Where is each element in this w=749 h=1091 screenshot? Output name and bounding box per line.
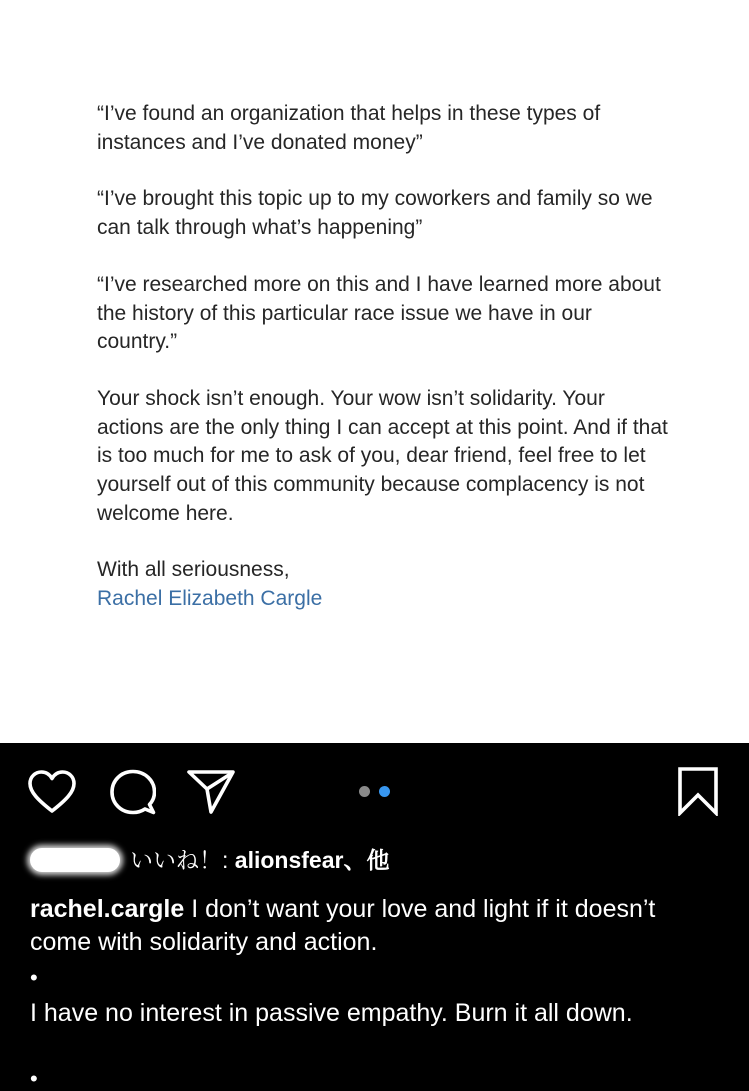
caption-bullet: • xyxy=(30,965,38,990)
signature: Rachel Elizabeth Cargle xyxy=(97,587,323,611)
caption xyxy=(30,893,710,1030)
likes-prefix: いいね！: xyxy=(130,847,235,873)
likes-user[interactable]: alionsfear xyxy=(234,847,344,873)
caption-text: I don’t want your love and light if it doesn’t come with solidarity and action. xyxy=(30,895,656,956)
likes-row[interactable] xyxy=(30,843,730,877)
caption-bullet-end: • xyxy=(30,1066,38,1091)
caption-second-line: I have no interest in passive empathy. Burn it all down. xyxy=(30,999,633,1027)
bookmark-icon[interactable] xyxy=(677,766,719,816)
blurred-avatar xyxy=(30,848,120,872)
caption-first-line xyxy=(30,893,710,959)
carousel-dot xyxy=(359,786,370,797)
post-paragraph: “I’ve researched more on this and I have learned more about the history of this particular race issue we have in our country.” xyxy=(97,272,661,354)
post-text-block xyxy=(97,100,677,614)
closing-line: With all seriousness, xyxy=(97,558,290,582)
post-paragraph: Your shock isn’t enough. Your wow isn’t solidarity. Your actions are the only thing I can accept at this point. And if that is too much for me to ask of you, dear friend, feel free to let yourself out of this community because complacency is not welcome here. xyxy=(97,386,668,525)
caption-username[interactable]: rachel.cargle xyxy=(30,895,185,923)
share-icon[interactable] xyxy=(186,768,236,814)
post-paragraph: “I’ve brought this topic up to my coworkers and family so we can talk through what’s happening” xyxy=(97,187,653,240)
action-bar xyxy=(0,743,749,838)
post-closing xyxy=(97,556,677,613)
heart-icon[interactable] xyxy=(27,769,77,815)
comment-icon[interactable] xyxy=(110,769,156,815)
post-paragraph: “I’ve found an organization that helps in these types of instances and I’ve donated money” xyxy=(97,102,601,154)
carousel-indicator xyxy=(359,786,395,798)
carousel-dot-active xyxy=(379,786,390,797)
likes-suffix: 、他 xyxy=(343,847,390,873)
